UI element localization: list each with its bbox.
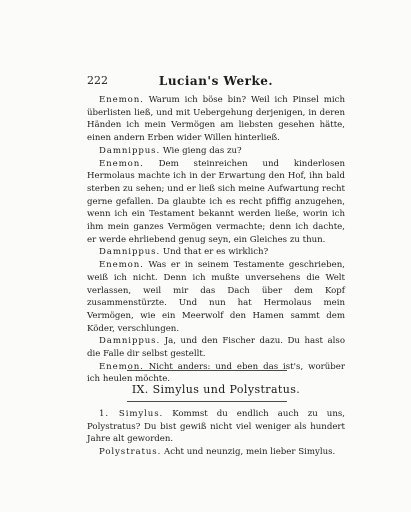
speaker-name: Polystratus.	[99, 447, 162, 458]
speech-text: Dem steinreichen und kinderlosen Hermolaus machte ich in der Erwartung den Hof, ihn bald sterben zu sehen; und er ließ sich meine Aufwartung recht gerne gefallen. Da glaubte ich es recht pfiffig anzugehen, wenn ich ein Testament bekannt werden ließe, worin ich ihm mein ganzes Vermögen vermachte; denn ich dachte, er werde ehrliebend genug seyn, ein Gleiches zu thun.	[87, 158, 345, 245]
speech-text: Ja, und den Fischer dazu. Du hast also die Falle dir selbst gestellt.	[87, 336, 346, 360]
page-number: 222	[87, 74, 108, 87]
dialogue-paragraph	[87, 446, 345, 459]
dialogue-paragraph	[87, 335, 345, 360]
speech-text: Nicht anders: und eben das ist's, worüber ich heulen möchte.	[87, 361, 345, 385]
dialogue-paragraph	[87, 158, 345, 247]
speech-text: Acht und neunzig, mein lieber Simylus.	[163, 447, 336, 458]
dialogue-text-section	[87, 408, 345, 459]
dialogue-text	[87, 94, 345, 386]
speech-text: Kommst du endlich auch zu uns, Polystratus? Du bist gewiß nicht viel weniger als hundert Jahre alt geworden.	[87, 409, 346, 445]
dialogue-paragraph	[87, 246, 345, 259]
page-header	[87, 74, 345, 88]
speaker-name: 1. Simylus.	[99, 409, 164, 419]
section-title: IX. Simylus und Polystratus.	[131, 383, 301, 396]
speaker-name: Damnippus.	[99, 247, 161, 258]
dialogue-paragraph	[87, 145, 345, 158]
section-rule-top	[127, 370, 287, 371]
speaker-name: Enemon.	[99, 361, 144, 372]
dialogue-paragraph	[87, 259, 345, 335]
running-title: Lucian's Werke.	[158, 74, 274, 88]
speaker-name: Enemon.	[99, 260, 144, 271]
speech-text: Und that er es wirklich?	[162, 247, 269, 258]
dialogue-paragraph	[87, 408, 345, 446]
speaker-name: Enemon.	[99, 95, 144, 105]
section-rule-bottom	[127, 401, 287, 402]
speaker-name: Enemon.	[99, 158, 144, 169]
speech-text: Warum ich böse bin? Weil ich Pinsel mich überlisten ließ, und mit Uebergehung derjenigen, in deren Händen ich mein Vermögen am liebsten gesehen hätte, einen andern Erben wider Willen hinterließ.	[87, 95, 345, 144]
speaker-name: Damnippus.	[99, 336, 161, 347]
speech-text: Wie gieng das zu?	[162, 145, 242, 156]
dialogue-paragraph	[87, 94, 345, 145]
speaker-name: Damnippus.	[99, 145, 161, 156]
speech-text: Was er in seinem Testamente geschrieben, weiß ich nicht. Denn ich mußte unversehens die Welt verlassen, weil mir das Dach über dem Kopf zusammenstürzte. Und nun hat Hermolaus mein Vermögen, wie ein Meerwolf den Hamen sammt dem Köder, verschlungen.	[87, 260, 345, 334]
